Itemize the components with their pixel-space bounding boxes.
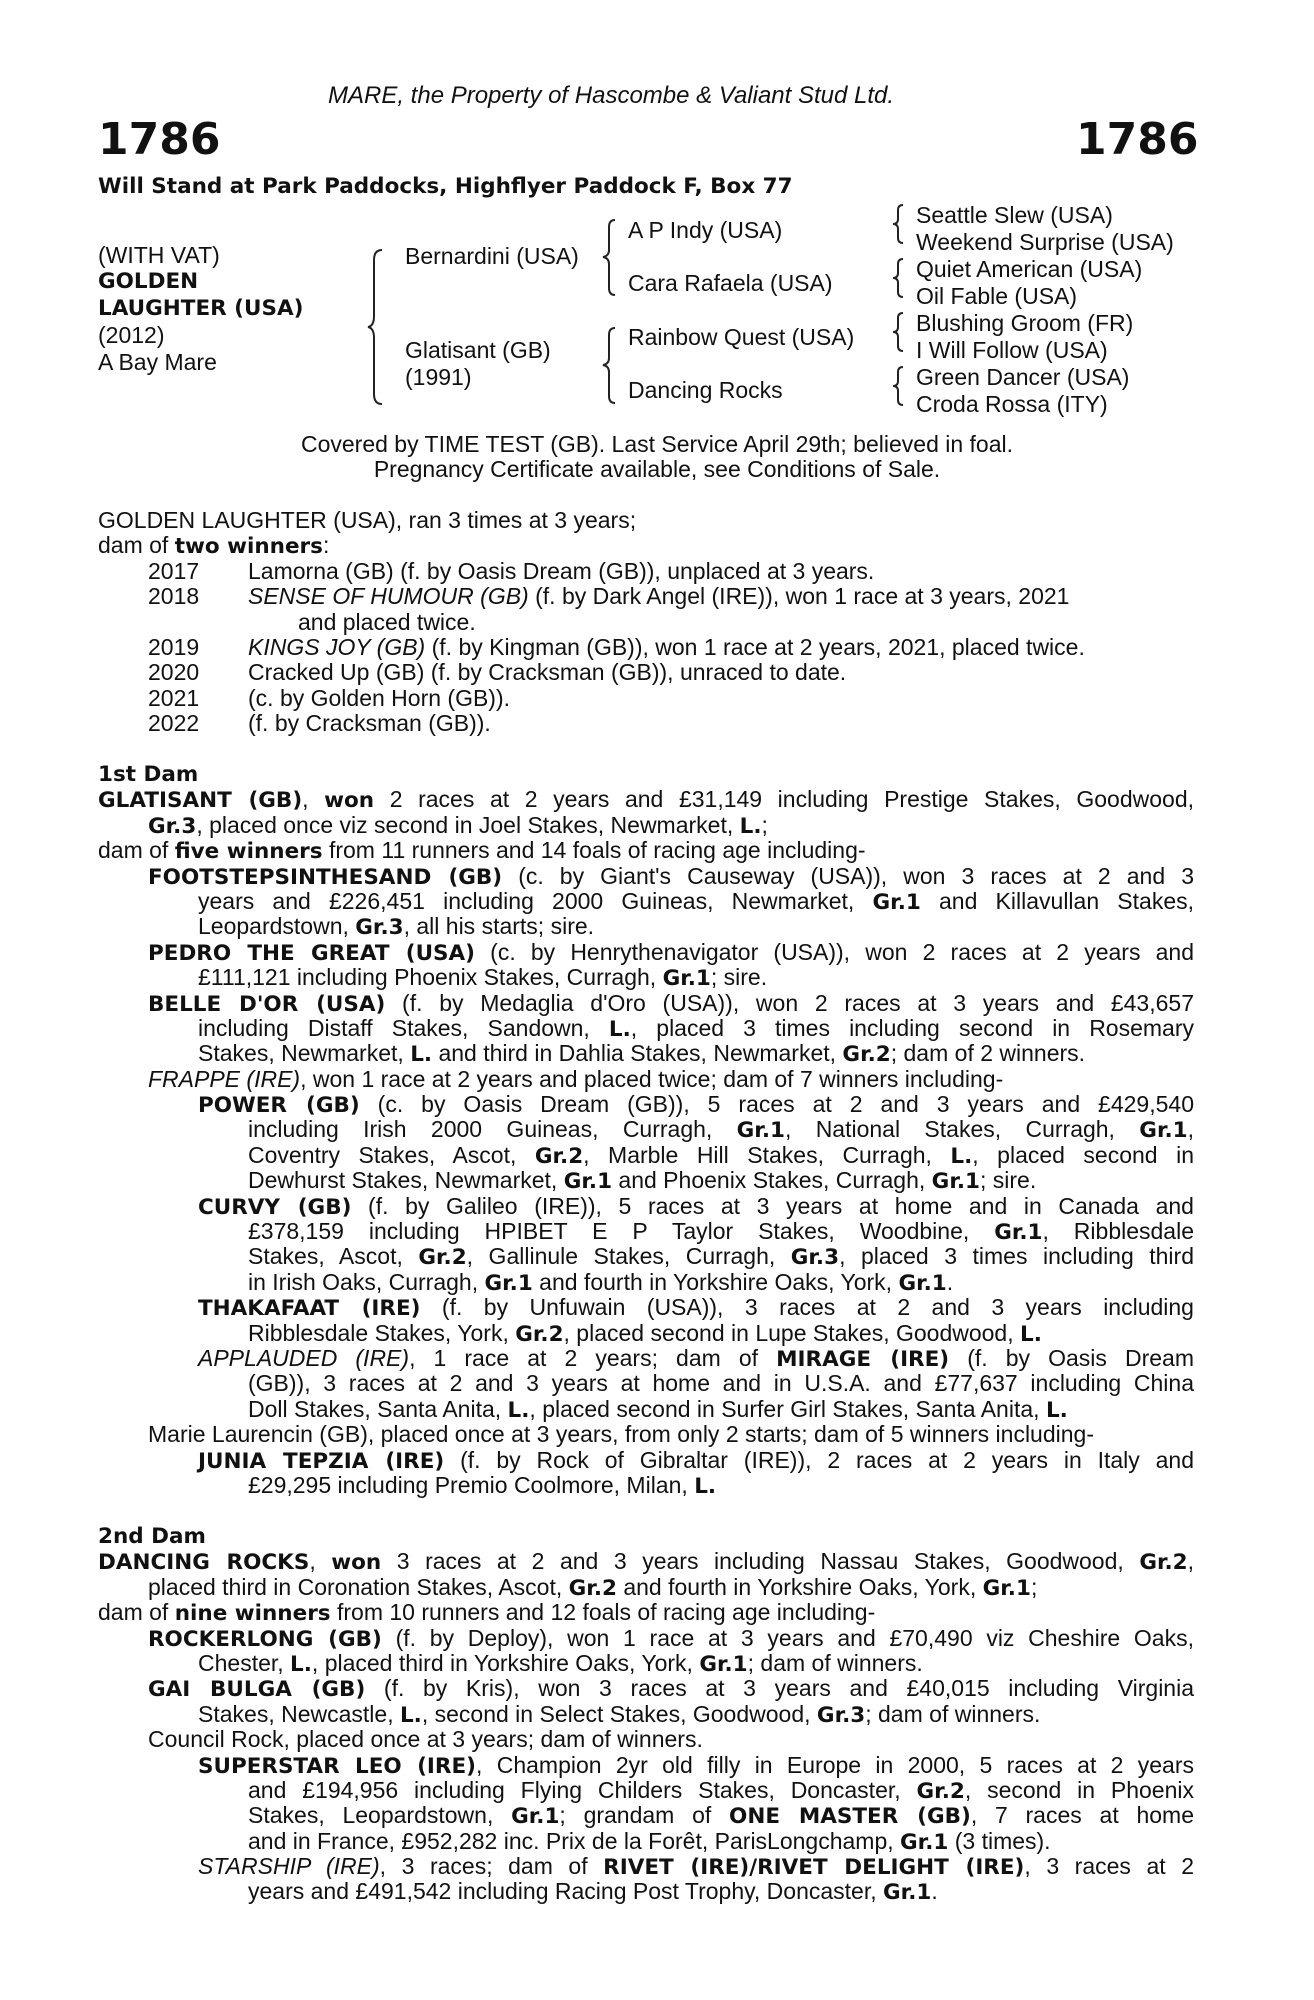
second-dam-heading: 2nd Dam xyxy=(98,1524,206,1549)
progeny-line: Dewhurst Stakes, Newmarket, Gr.1 and Phoenix Stakes, Curragh, Gr.1; sire. xyxy=(248,1167,1037,1195)
progeny-line: including Distaff Stakes, Sandown, L., placed 3 times including second in Rosemary xyxy=(198,1014,1194,1042)
produce-row: 2017 Lamorna (GB) (f. by Oasis Dream (GB)), unplaced at 3 years. xyxy=(148,557,875,584)
produce-row: 2019 KINGS JOY (GB) (f. by Kingman (GB)), won 1 race at 2 years, 2021, placed twice. xyxy=(148,633,1085,660)
progeny-line: Leopardstown, Gr.3, all his starts; sire. xyxy=(198,913,595,941)
progeny-line: and in France, £952,282 inc. Prix de la Forêt, ParisLongchamp, Gr.1 (3 times). xyxy=(248,1827,1051,1855)
cover-note-line1: Covered by TIME TEST (GB). Last Service April 29th; believed in foal. xyxy=(300,431,1014,457)
pedigree-ssd: Weekend Surprise (USA) xyxy=(916,229,1174,255)
pedigree-sire: Bernardini (USA) xyxy=(405,243,579,269)
second-dam-line: dam of nine winners from 10 runners and 12 foals of racing age including- xyxy=(98,1599,876,1627)
progeny-line: SUPERSTAR LEO (IRE), Champion 2yr old filly in Europe in 2000, 5 races at 2 years xyxy=(198,1751,1195,1779)
progeny-line: Marie Laurencin (GB), placed once at 3 years, from only 2 starts; dam of 5 winners including- xyxy=(148,1421,1094,1448)
first-dam-line: Gr.3, placed once viz second in Joel Stakes, Newmarket, L.; xyxy=(148,811,768,839)
progeny-line: Stakes, Leopardstown, Gr.1; grandam of ONE MASTER (GB), 7 races at home xyxy=(248,1802,1194,1830)
progeny-line: STARSHIP (IRE), 3 races; dam of RIVET (IRE)/RIVET DELIGHT (IRE), 3 races at 2 xyxy=(198,1853,1194,1881)
pedigree-brace-ss xyxy=(893,203,907,245)
progeny-line: Doll Stakes, Santa Anita, L., placed second in Surfer Girl Stakes, Santa Anita, L. xyxy=(248,1395,1068,1423)
pedigree-sss: Seattle Slew (USA) xyxy=(916,202,1113,228)
progeny-line: including Irish 2000 Guineas, Curragh, Gr.1, National Stakes, Curragh, Gr.1, xyxy=(248,1116,1194,1144)
pedigree-dam-dam: Dancing Rocks xyxy=(628,377,783,403)
stand-location: Will Stand at Park Paddocks, Highflyer Paddock F, Box 77 xyxy=(98,174,793,199)
progeny-line: in Irish Oaks, Curragh, Gr.1 and fourth in Yorkshire Oaks, York, Gr.1. xyxy=(248,1268,954,1296)
progeny-line: and £194,956 including Flying Childers Stakes, Doncaster, Gr.2, second in Phoenix xyxy=(248,1776,1194,1804)
progeny-line: FOOTSTEPSINTHESAND (GB) (c. by Giant's Causeway (USA)), won 3 races at 2 and 3 xyxy=(148,862,1194,890)
progeny-line: Council Rock, placed once at 3 years; dam of winners. xyxy=(148,1726,703,1753)
lot-number-right: 1786 xyxy=(1076,114,1199,165)
owner-line: MARE, the Property of Hascombe & Valiant Stud Ltd. xyxy=(328,82,895,109)
produce-row: 2022 (f. by Cracksman (GB)). xyxy=(148,710,491,737)
produce-row: 2020 Cracked Up (GB) (f. by Cracksman (GB)), unraced to date. xyxy=(148,659,847,686)
progeny-line: £29,295 including Premio Coolmore, Milan, L. xyxy=(248,1471,717,1499)
first-dam-heading: 1st Dam xyxy=(98,762,199,787)
horse-name-line2: LAUGHTER (USA) xyxy=(98,296,304,321)
produce-row: 2021 (c. by Golden Horn (GB)). xyxy=(148,684,511,711)
produce-record xyxy=(98,508,1194,737)
pedigree-dam: Glatisant (GB) xyxy=(405,337,551,363)
pedigree-brace-ds xyxy=(893,311,907,353)
produce-row-continuation: and placed twice. xyxy=(298,608,476,635)
pedigree-brace-sire xyxy=(603,218,619,298)
first-dam-section xyxy=(98,762,1194,1498)
progeny-line: POWER (GB) (c. by Oasis Dream (GB)), 5 races at 2 and 3 years and £429,540 xyxy=(198,1091,1194,1119)
progeny-line: APPLAUDED (IRE), 1 race at 2 years; dam of MIRAGE (IRE) (f. by Oasis Dream xyxy=(198,1344,1194,1372)
first-dam-line: GLATISANT (GB), won 2 races at 2 years and £31,149 including Prestige Stakes, Goodwood, xyxy=(98,786,1194,814)
pedigree-brace-dd xyxy=(893,365,907,407)
pedigree-brace-dam xyxy=(603,326,619,406)
progeny-line: THAKAFAAT (IRE) (f. by Unfuwain (USA)), 3 races at 2 and 3 years including xyxy=(198,1294,1194,1322)
pedigree-sds: Quiet American (USA) xyxy=(916,256,1143,282)
progeny-line: ROCKERLONG (GB) (f. by Deploy), won 1 race at 3 years and £70,490 viz Cheshire Oaks, xyxy=(148,1624,1194,1652)
progeny-line: Stakes, Newcastle, L., second in Select Stakes, Goodwood, Gr.3; dam of winners. xyxy=(198,1700,1041,1728)
pedigree-dss: Blushing Groom (FR) xyxy=(916,310,1134,336)
pedigree-dds: Green Dancer (USA) xyxy=(916,364,1130,390)
progeny-line: years and £491,542 including Racing Post Trophy, Doncaster, Gr.1. xyxy=(248,1878,938,1906)
second-dam-section xyxy=(98,1524,1194,1905)
pedigree-sdd: Oil Fable (USA) xyxy=(916,283,1078,309)
pedigree-dam-sire: Rainbow Quest (USA) xyxy=(628,324,855,350)
pedigree-brace-main xyxy=(368,248,388,406)
lot-number-left: 1786 xyxy=(98,114,221,165)
progeny-line: CURVY (GB) (f. by Galileo (IRE)), 5 races at 3 years at home and in Canada and xyxy=(198,1192,1194,1220)
progeny-line: PEDRO THE GREAT (USA) (c. by Henrythenavigator (USA)), won 2 races at 2 years and xyxy=(148,938,1194,966)
produce-row: 2018 SENSE OF HUMOUR (GB) (f. by Dark Angel (IRE)), won 1 race at 3 years, 2021 xyxy=(148,583,1070,610)
progeny-line: Ribblesdale Stakes, York, Gr.2, placed second in Lupe Stakes, Goodwood, L. xyxy=(248,1319,1042,1347)
pedigree-dam-year: (1991) xyxy=(405,364,472,390)
progeny-line: Chester, L., placed third in Yorkshire Oaks, York, Gr.1; dam of winners. xyxy=(198,1649,923,1677)
progeny-line: £378,159 including HPIBET E P Taylor Stakes, Woodbine, Gr.1, Ribblesdale xyxy=(248,1218,1194,1246)
progeny-line: JUNIA TEPZIA (IRE) (f. by Rock of Gibraltar (IRE)), 2 races at 2 years in Italy and xyxy=(198,1446,1195,1474)
progeny-line: BELLE D'OR (USA) (f. by Medaglia d'Oro (USA)), won 2 races at 3 years and £43,657 xyxy=(148,989,1194,1017)
produce-dam-of: dam of two winners: xyxy=(98,532,330,560)
progeny-line: (GB)), 3 races at 2 and 3 years at home and in U.S.A. and £77,637 including China xyxy=(248,1370,1194,1397)
pedigree-brace-sd xyxy=(893,257,907,299)
pedigree-ddd: Croda Rossa (ITY) xyxy=(916,391,1108,417)
horse-description: A Bay Mare xyxy=(98,349,217,375)
pedigree-dsd: I Will Follow (USA) xyxy=(916,337,1108,363)
progeny-line: Stakes, Ascot, Gr.2, Gallinule Stakes, Curragh, Gr.3, placed 3 times including third xyxy=(248,1243,1194,1271)
second-dam-line: placed third in Coronation Stakes, Ascot, Gr.2 and fourth in Yorkshire Oaks, York, Gr.1; xyxy=(148,1573,1038,1601)
progeny-line: Stakes, Newmarket, L. and third in Dahlia Stakes, Newmarket, Gr.2; dam of 2 winners. xyxy=(198,1040,1086,1068)
vat-note: (WITH VAT) xyxy=(98,242,220,268)
progeny-line: GAI BULGA (GB) (f. by Kris), won 3 races at 3 years and £40,015 including Virginia xyxy=(148,1675,1194,1703)
horse-name-line1: GOLDEN xyxy=(98,269,199,294)
progeny-line: FRAPPE (IRE), won 1 race at 2 years and placed twice; dam of 7 winners including- xyxy=(148,1065,1004,1092)
progeny-line: £111,121 including Phoenix Stakes, Curragh, Gr.1; sire. xyxy=(198,964,768,992)
progeny-line: years and £226,451 including 2000 Guineas, Newmarket, Gr.1 and Killavullan Stakes, xyxy=(198,887,1195,915)
pedigree-sire-dam: Cara Rafaela (USA) xyxy=(628,270,833,296)
produce-intro: GOLDEN LAUGHTER (USA), ran 3 times at 3 years; xyxy=(98,507,637,533)
first-dam-line: dam of five winners from 11 runners and 14 foals of racing age including- xyxy=(98,837,866,865)
horse-year: (2012) xyxy=(98,322,165,348)
pedigree-sire-sire: A P Indy (USA) xyxy=(628,217,783,243)
second-dam-line: DANCING ROCKS, won 3 races at 2 and 3 years including Nassau Stakes, Goodwood, Gr.2, xyxy=(98,1548,1195,1576)
cover-note-line2: Pregnancy Certificate available, see Conditions of Sale. xyxy=(373,456,941,482)
progeny-line: Coventry Stakes, Ascot, Gr.2, Marble Hill Stakes, Curragh, L., placed second in xyxy=(248,1141,1194,1169)
